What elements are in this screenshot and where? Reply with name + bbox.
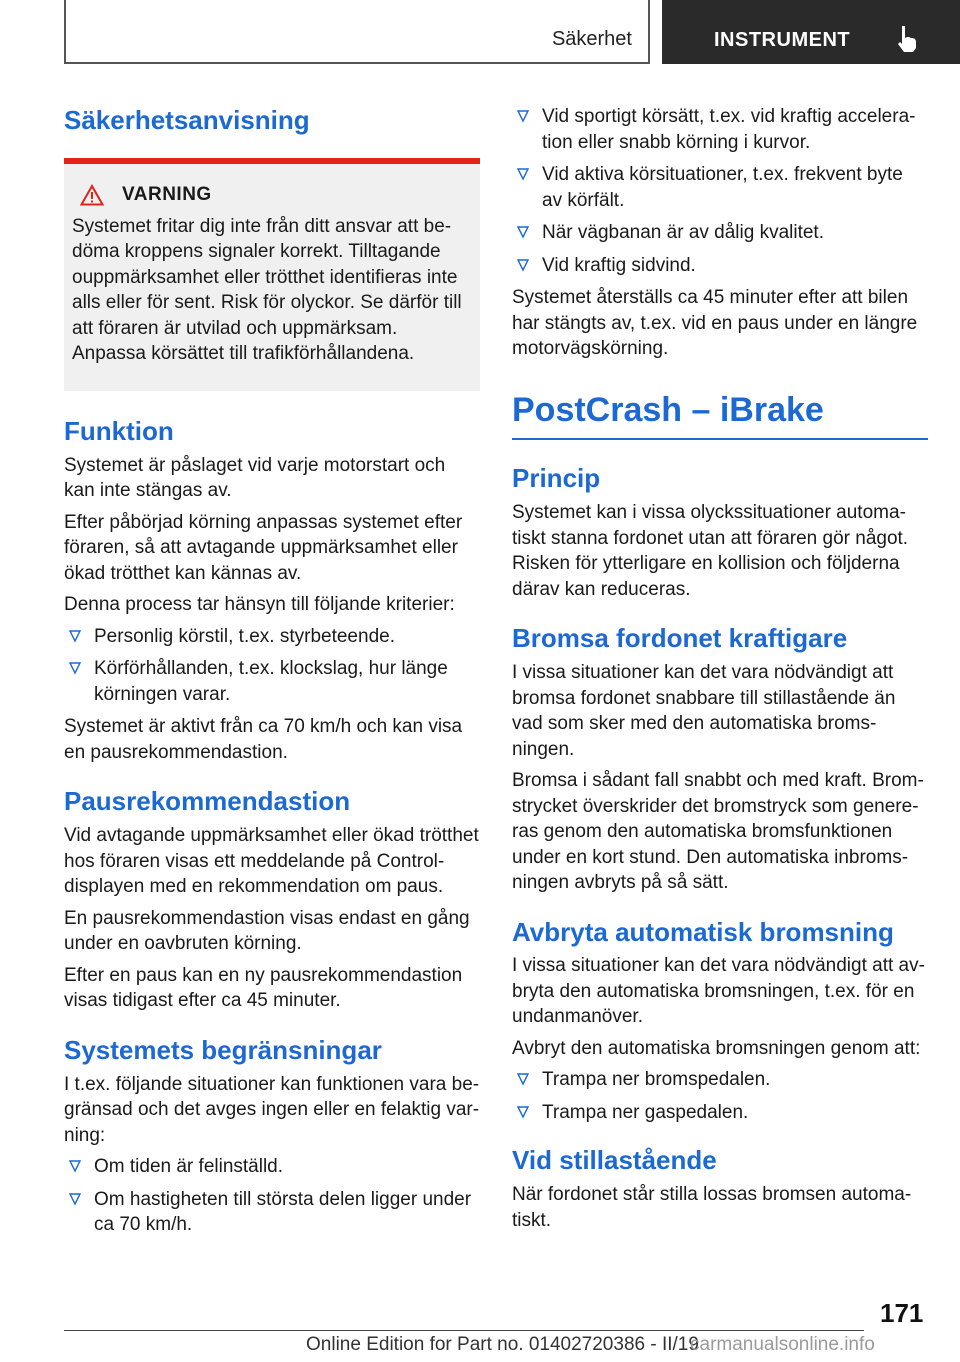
section-title-safety: Säkerhetsanvisning: [64, 105, 310, 135]
heading-avbryta: Avbryta automatisk bromsning: [512, 916, 894, 947]
funktion-p2: Efter påbörjad körning anpassas systemet efter föraren, så att avtagande uppmärksamhet eller ökad trötthet kan kännas av.: [64, 511, 463, 584]
avbryta-p2: Avbryt den automatiska bromsningen genom att:: [512, 1037, 921, 1059]
still-p1: När fordonet står stilla lossas bromsen automatiskt.: [512, 1184, 912, 1231]
bullet-triangle-icon: [516, 224, 530, 240]
list-item: Personlig körstil, t.ex. styrbeteende.: [64, 624, 480, 650]
funktion-criteria-list: [64, 624, 480, 708]
list-item: Om tiden är felinställd.: [64, 1154, 480, 1180]
header-section-title: Säkerhet: [551, 28, 632, 50]
heading-funktion: Funktion: [64, 415, 174, 446]
bromsa-p2: Bromsa i sådant fall snabbt och med kraft. Bromstrycket överskrider det bromstryck som genereras genom den automatiska bromsfunktionen under en kort stund. Den automatiska inbromsningen avbryts på så sätt.: [512, 770, 924, 894]
list-item: Körförhållanden, t.ex. klockslag, hur länge körningen varar.: [64, 656, 480, 707]
heading-bromsa: Bromsa fordonet kraftigare: [512, 623, 848, 654]
bullet-triangle-icon: [516, 257, 530, 273]
page-number: 171: [880, 1298, 924, 1328]
paus-p1: Vid avtagande uppmärksamhet eller ökad trötthet hos föraren visas ett meddelande på Control-displayen med en rekommendation om paus.: [64, 825, 479, 898]
footer-watermark: carmanualsonline.info: [690, 1334, 875, 1355]
list-item: Trampa ner bromspedalen.: [512, 1067, 928, 1093]
princip-p1: Systemet kan i vissa olyckssituationer automatiskt stanna fordonet utan att föraren gör något. Risken för ytterligare en kollision och följderna därav kan reduceras.: [512, 502, 909, 600]
warning-text: Systemet fritar dig inte från ditt ansvar att bedöma kroppens signaler korrekt. Tilltagande ouppmärksamhet eller trötthet identifieras inte alls eller för sent. Risk för olyckor. Se därför till att föraren är utvilad och uppmärksam. Anpassa körsättet till trafikförhållandena.: [72, 215, 462, 365]
heading-paus: Pausrekommendastion: [64, 786, 351, 817]
warning-label: VARNING: [122, 183, 212, 205]
funktion-p4: Systemet är aktivt från ca 70 km/h och kan visa en pausrekommendastion.: [64, 716, 463, 763]
list-item: Om hastigheten till största delen ligger under ca 70 km/h.: [64, 1187, 480, 1238]
pointing-hand-icon: [894, 24, 920, 54]
header-section-box: [64, 0, 650, 64]
header-chapter-title: INSTRUMENT: [714, 29, 851, 51]
right-column: [512, 104, 928, 1233]
list-item: Vid aktiva körsituationer, t.ex. frekvent byte av körfält.: [512, 162, 928, 213]
bromsa-p1: I vissa situationer kan det vara nödvändigt att bromsa fordonet snabbare till stillastående än vad som sker med den automatiska bromsningen.: [512, 662, 896, 760]
heading-begransningar: Systemets begränsningar: [64, 1034, 382, 1065]
footer-rule: [64, 1330, 864, 1331]
avbryta-p1: I vissa situationer kan det vara nödvändigt att avbryta den automatiska bromsningen, t.ex. för en undanmanöver.: [512, 955, 925, 1028]
limitation-list-continued: [512, 104, 928, 278]
heading-princip: Princip: [512, 463, 601, 494]
funktion-p1: Systemet är påslaget vid varje motorstart och kan inte stängas av.: [64, 454, 446, 502]
header-chapter-tab: [662, 0, 960, 64]
footer-edition: Online Edition for Part no. 01402720386 - II/19: [306, 1334, 699, 1355]
funktion-p3: Denna process tar hänsyn till följande kriterier:: [64, 594, 455, 616]
warning-box: [64, 158, 480, 391]
left-column: [64, 96, 480, 1245]
bullet-triangle-icon: [68, 1158, 82, 1174]
list-item: Vid sportigt körsätt, t.ex. vid kraftig acceleration eller snabb körning i kurvor.: [512, 104, 928, 155]
list-item: När vägbanan är av dålig kvalitet.: [512, 220, 928, 246]
paus-p2: En pausrekommendastion visas endast en gång under en oavbruten körning.: [64, 907, 470, 955]
begr-p1: I t.ex. följande situationer kan funktionen vara begränsad och det avges ingen eller en felaktig varning:: [64, 1073, 480, 1146]
paus-p3: Efter en paus kan en ny pausrekommendastion visas tidigast efter ca 45 minuter.: [64, 964, 463, 1012]
chapter-title-postcrash: PostCrash – iBrake: [512, 390, 824, 429]
bullet-triangle-icon: [516, 108, 530, 124]
bullet-triangle-icon: [68, 660, 82, 676]
warning-triangle-icon: [80, 184, 104, 206]
bullet-triangle-icon: [516, 1071, 530, 1087]
bullet-triangle-icon: [516, 1104, 530, 1120]
list-item: Vid kraftig sidvind.: [512, 253, 928, 279]
bullet-triangle-icon: [68, 1191, 82, 1207]
avbryta-list: [512, 1067, 928, 1125]
list-item: Trampa ner gaspedalen.: [512, 1100, 928, 1126]
heading-stillastaende: Vid stillastående: [512, 1145, 717, 1176]
bullet-triangle-icon: [516, 166, 530, 182]
begr-list: [64, 1154, 480, 1238]
bullet-triangle-icon: [68, 628, 82, 644]
reset-paragraph: Systemet återställs ca 45 minuter efter att bilen har stängts av, t.ex. vid en paus under en längre motorvägskörning.: [512, 287, 918, 359]
